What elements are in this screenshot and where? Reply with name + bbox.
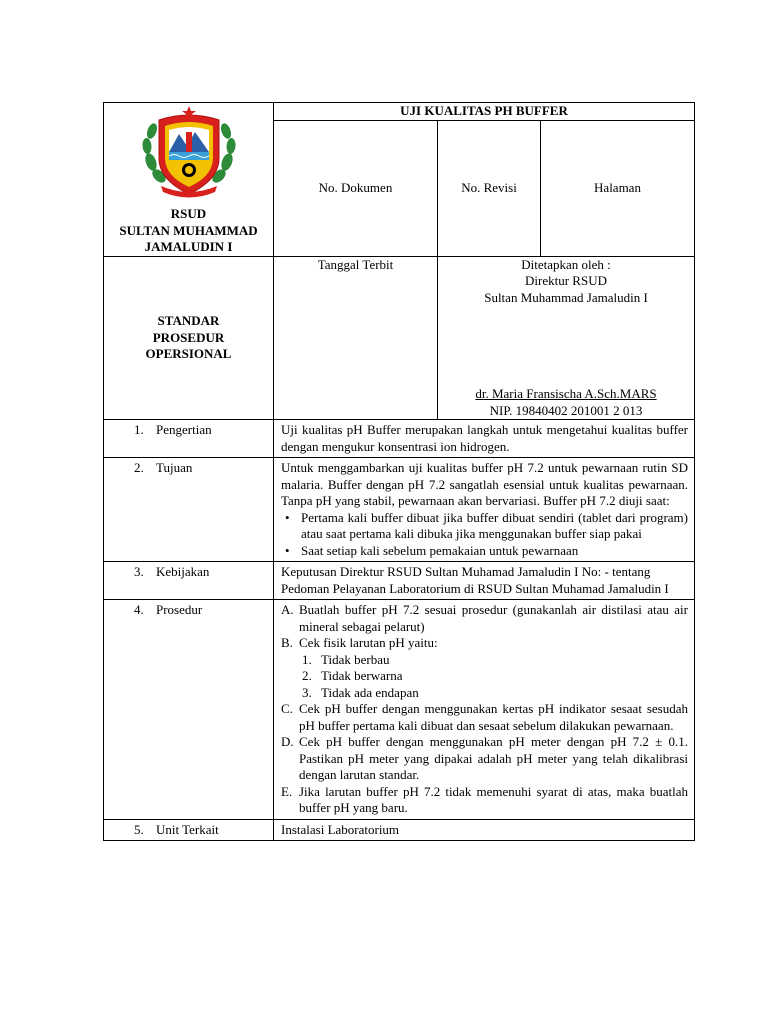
list-item [299,685,688,702]
tujuan-text: Untuk menggambarkan uji kualitas buffer pH 7.2 untuk pewarnaan rutin SD malaria. Buffer dengan pH 7.2 sangatlah esensial untuk kualitas pewarnaan. Tanpa pH yang stabil, pewarnaan akan bervariasi. Buffer pH 7.2 diuji saat: [281,460,688,508]
tanggal-terbit-cell [274,256,438,420]
sub-step-marker: 2. [302,668,312,683]
sop-line3: OPERSIONAL [145,346,232,361]
row-label-pengertian [104,420,274,458]
row-number: 2. [134,460,144,475]
row-number: 5. [134,821,144,837]
step-marker: D. [281,734,294,749]
step-text: Cek pH buffer dengan menggunakan pH meter dengan pH 7.2 ± 0.1. Pastikan pH meter yang dipakai adalah pH meter yang telah dikalibrasi dengan larutan standar. [299,734,688,782]
row-label-tujuan [104,458,274,562]
row-number: 1. [134,422,144,437]
row-label: Tujuan [156,460,193,475]
step-marker: C. [281,701,293,716]
sub-step-text: Tidak berbau [321,651,390,667]
document-title: UJI KUALITAS PH BUFFER [274,103,695,121]
halaman-cell [541,121,695,256]
prosedur-step-list [281,602,688,817]
no-revisi-label: No. Revisi [461,180,517,196]
org-name-line3: JAMALUDIN I [144,239,233,254]
row-label: Prosedur [156,602,203,617]
list-item [281,602,688,635]
row-label: Pengertian [156,422,212,437]
pengertian-content: Uji kualitas pH Buffer merupakan langkah untuk mengetahui kualitas buffer dengan mengukur konsentrasi ion hidrogen. [274,420,695,458]
step-text: Cek fisik larutan pH yaitu: [299,635,438,650]
list-item: • Saat setiap kali sebelum pemakaian untuk pewarnaan [281,543,688,560]
regional-emblem-icon [137,106,241,202]
sub-step-text: Tidak berwarna [321,668,403,683]
row-label: Unit Terkait [156,821,219,837]
step-marker: E. [281,783,293,799]
halaman-label: Halaman [594,180,641,196]
sop-document [103,102,694,841]
list-item: • Pertama kali buffer dibuat jika buffer dibuat sendiri (tablet dari program) atau saat pertama kali dibuka jika menggunakan buffer siap pakai [281,510,688,543]
hospital-identity-cell [104,103,274,257]
row-number: 3. [134,564,144,579]
tujuan-content [274,458,695,562]
rs-name-label: Sultan Muhammad Jamaludin I [484,289,648,305]
tanggal-terbit-label: Tanggal Terbit [317,256,394,272]
no-dokumen-cell [274,121,438,256]
sub-step-text: Tidak ada endapan [321,684,419,700]
signer-nip: NIP. 19840402 201001 2 013 [489,402,643,418]
org-name-line2: SULTAN MUHAMMAD [119,222,258,238]
signer-name: dr. Maria Fransischa A.Sch.MARS [475,386,657,401]
no-revisi-cell [438,121,541,256]
list-item [281,734,688,784]
sub-step-list [299,652,688,702]
list-item [299,652,688,669]
sub-step-marker: 3. [302,684,312,700]
list-item [281,701,688,734]
sub-step-marker: 1. [302,651,312,667]
list-item [281,635,688,701]
kebijakan-content: Keputusan Direktur RSUD Sultan Muhamad Jamaludin I No: - tentang Pedoman Pelayanan Laboratorium di RSUD Sultan Muhamad Jamaludin I [274,562,695,600]
org-name-line1: RSUD [170,206,207,221]
sop-line2: PROSEDUR [152,329,225,345]
row-label: Kebijakan [156,564,210,579]
list-item [281,784,688,817]
step-marker: B. [281,635,293,650]
row-label-kebijakan [104,562,274,600]
step-text: Cek pH buffer dengan menggunakan kertas pH indikator sesaat sesudah pH buffer pertama kali dibuat dan sesaat sebelum dilakukan pewarnaan. [299,701,688,733]
step-marker: A. [281,602,294,617]
sop-label-cell [104,256,274,420]
row-label-prosedur [104,600,274,820]
tujuan-bullet-list [281,510,688,560]
prosedur-content [274,600,695,820]
step-text: Buatlah buffer pH 7.2 sesuai prosedur (gunakanlah air distilasi atau air mineral sebagai pelarut) [299,602,688,634]
row-number: 4. [134,602,144,617]
step-text: Jika larutan buffer pH 7.2 tidak memenuhi syarat di atas, maka buatlah buffer pH yang baru. [299,783,688,815]
list-item [299,668,688,685]
unit-terkait-content: Instalasi Laboratorium [274,819,695,841]
sop-table [103,102,695,841]
sop-line1: STANDAR [157,313,220,328]
no-dokumen-label: No. Dokumen [318,180,393,196]
direktur-label: Direktur RSUD [525,273,607,288]
row-label-unit-terkait [104,819,274,841]
ditetapkan-label: Ditetapkan oleh : [521,256,611,272]
approval-cell [438,256,695,420]
